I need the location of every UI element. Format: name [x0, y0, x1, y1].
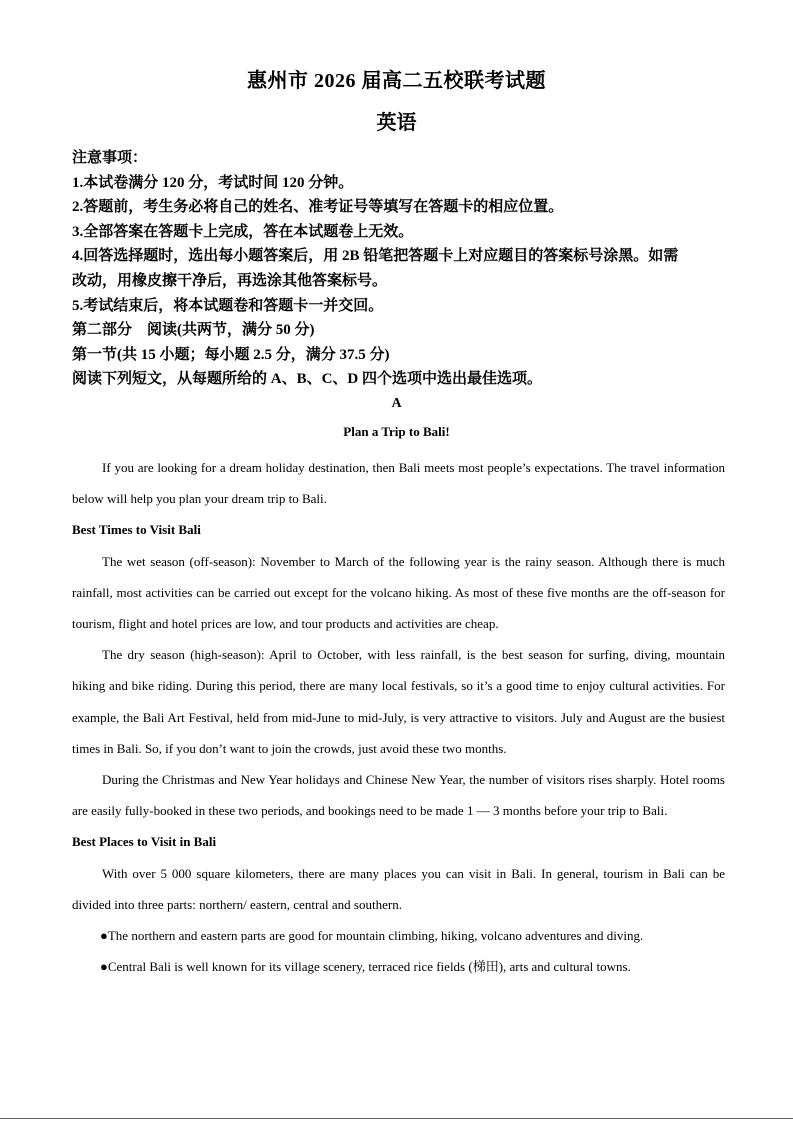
note-item: 3.全部答案在答题卡上完成，答在本试题卷上无效。 — [72, 223, 414, 240]
bullet-icon: ● — [100, 959, 108, 975]
part-heading: 第二部分 阅读(共两节，满分 50 分) — [72, 322, 315, 339]
passage-title: Plan a Trip to Bali! — [343, 424, 450, 439]
passage-paragraph: The dry season (high-season): April to October, with less rainfall, is the best season for surfing, diving, mountain hiking and bike riding. During this period, there are many local festivals, so it’s a good time to enjoy cultural activities. For example, the Bali Art Festival, held from mid-June to mid-July, is very attractive to visitors. July and August are the busiest times in Bali. So, if you don’t want to join the crowds, just avoid these two months. — [72, 647, 725, 756]
passage-paragraph: During the Christmas and New Year holidays and Chinese New Year, the number of visitors rises sharply. Hotel rooms are easily fully-booked in these two periods, and bookings need to be made 1 — 3 months before your trip to Bali. — [72, 772, 725, 819]
passage-paragraph: The wet season (off-season): November to March of the following year is the rainy season. Although there is much rainfall, most activities can be carried out except for the volcano hiking. As most of these five months are the off-season for tourism, flight and hotel prices are low, and tour products and activities are cheap. — [72, 553, 725, 632]
bullet-icon: ● — [100, 928, 108, 944]
note-item: 2.答题前，考生务必将自己的姓名、准考证号等填写在答题卡的相应位置。 — [72, 199, 564, 216]
exam-title: 惠州市 2026 届高二五校联考试题 — [247, 70, 546, 92]
passage-paragraph: If you are looking for a dream holiday destination, then Bali meets most people’s expectations. The travel information below will help you plan your dream trip to Bali. — [72, 460, 725, 507]
bullet-text: The northern and eastern parts are good for mountain climbing, hiking, volcano adventures and diving. — [107, 928, 644, 944]
passage-subheading: Best Times to Visit Bali — [72, 522, 201, 538]
bullet-item — [72, 920, 725, 951]
exam-notes — [72, 146, 732, 392]
note-item: 改动，用橡皮擦干净后，再选涂其他答案标号。 — [72, 272, 388, 289]
reading-instruction: 阅读下列短文，从每题所给的 A、B、C、D 四个选项中选出最佳选项。 — [72, 371, 543, 388]
note-item: 5.考试结束后，将本试题卷和答题卡一并交回。 — [72, 297, 384, 314]
passage-letter: A — [391, 396, 402, 411]
bullet-text: Central Bali is well known for its village scenery, terraced rice fields (梯田), arts and cultural towns. — [107, 959, 631, 975]
passage-body — [72, 452, 725, 982]
bullet-item — [72, 951, 725, 982]
section-heading: 第一节(共 15 小题；每小题 2.5 分，满分 37.5 分) — [72, 346, 390, 363]
page-divider — [0, 1118, 793, 1119]
notes-heading: 注意事项： — [72, 150, 148, 166]
note-item: 1.本试卷满分 120 分，考试时间 120 分钟。 — [72, 174, 354, 191]
passage-subheading: Best Places to Visit in Bali — [72, 834, 217, 850]
note-item: 4.回答选择题时，选出每小题答案后，用 2B 铅笔把答题卡上对应题目的答案标号涂黑。如需 — [72, 248, 679, 265]
passage-paragraph: With over 5 000 square kilometers, there are many places you can visit in Bali. In general, tourism in Bali can be divided into three parts: northern/ eastern, central and southern. — [72, 865, 725, 912]
subject-title: 英语 — [376, 112, 417, 134]
